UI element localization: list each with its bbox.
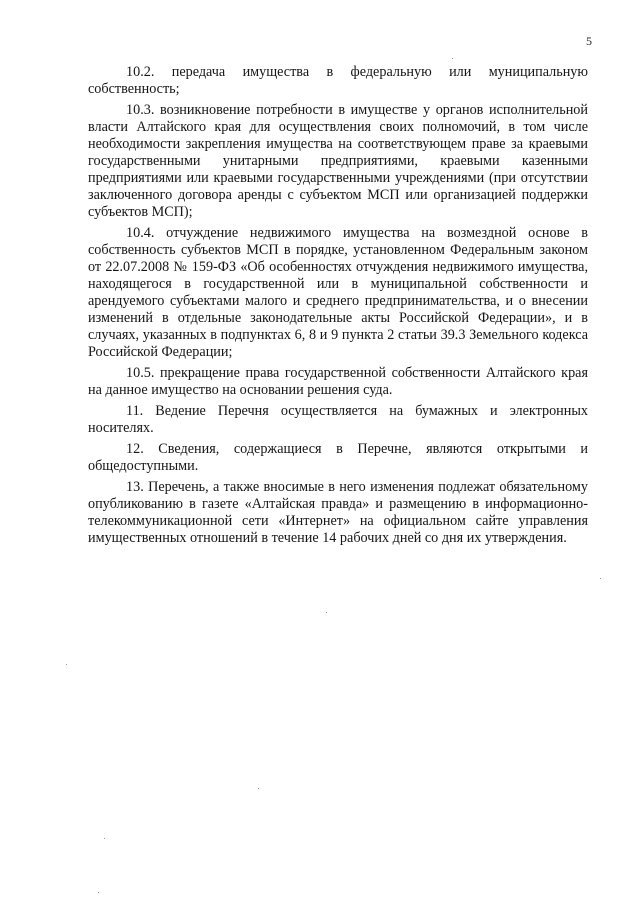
paragraph-10-4: 10.4. отчуждение недвижимого имущества на возмездной основе в собственность субъектов МСП в порядке, установленном Федеральным законом от 22.07.2008 № 159-ФЗ «Об особенностях отчуждения недвижимого имущества, находящегося в государственной или в муниципальной собственности и арендуемого субъектами малого и среднего предпринимательства, и о внесении изменений в отдельные законодательные акты Российской Федерации», и в случаях, указанных в подпунктах 6, 8 и 9 пункта 2 статьи 39.3 Земельного кодекса Российской Федерации; <box>88 225 588 360</box>
scan-speck <box>452 58 453 59</box>
scan-speck <box>600 578 601 579</box>
paragraph-10-2: 10.2. передача имущества в федеральную или муниципальную собственность; <box>88 64 588 97</box>
paragraph-10-5: 10.5. прекращение права государственной собственности Алтайского края на данное имущество на основании решения суда. <box>88 365 588 398</box>
scan-speck <box>66 664 67 665</box>
paragraph-11: 11. Ведение Перечня осуществляется на бумажных и электронных носителях. <box>88 403 588 436</box>
paragraph-13: 13. Перечень, а также вносимые в него изменения подлежат обязательному опубликованию в газете «Алтайская правда» и размещению в информационно-телекоммуникационной сети «Интернет» на официальном сайте управления имущественных отношений в течение 14 рабочих дней со дня их утверждения. <box>88 479 588 546</box>
page-number: 5 <box>586 34 592 48</box>
scan-speck <box>326 612 327 613</box>
paragraph-12: 12. Сведения, содержащиеся в Перечне, являются открытыми и общедоступными. <box>88 441 588 474</box>
paragraph-10-3: 10.3. возникновение потребности в имуществе у органов исполнительной власти Алтайского края для осуществления своих полномочий, в том числе необходимости закрепления имущества на соответствующем праве за краевыми государственными унитарными предприятиями, краевыми казенными предприятиями или краевыми государственными учреждениями (при отсутствии заключенного договора аренды с субъектом МСП или организацией поддержки субъектов МСП); <box>88 102 588 220</box>
scan-speck <box>258 788 259 789</box>
scan-speck <box>98 892 99 893</box>
scan-speck <box>104 838 105 839</box>
document-body <box>88 64 588 551</box>
